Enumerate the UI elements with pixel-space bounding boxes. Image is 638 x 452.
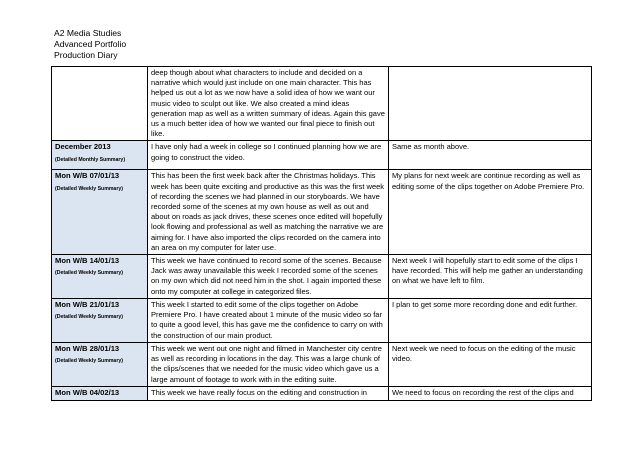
plans-text: My plans for next week are continue recording as well as editing some of the clips together on Adobe Premiere Pro. bbox=[392, 171, 585, 191]
plans-cell bbox=[389, 299, 592, 343]
table-row bbox=[52, 343, 592, 387]
plans-text: I plan to get some more recording done and edit further. bbox=[392, 300, 578, 310]
plans-text: Same as month above. bbox=[392, 142, 470, 152]
date-label: Mon W/B 14/01/13 bbox=[55, 256, 120, 266]
table-row bbox=[52, 67, 592, 141]
period-label: (Detailed Weekly Summary) bbox=[55, 314, 123, 321]
plans-text: Next week we need to focus on the editing of the music video. bbox=[392, 344, 576, 364]
plans-cell bbox=[389, 387, 592, 401]
date-cell bbox=[52, 141, 148, 170]
entry-cell bbox=[148, 255, 389, 299]
table-row bbox=[52, 141, 592, 170]
date-label: Mon W/B 28/01/13 bbox=[55, 344, 120, 354]
table-row bbox=[52, 299, 592, 343]
plans-cell bbox=[389, 343, 592, 387]
period-label: (Detailed Weekly Summary) bbox=[55, 270, 123, 277]
plans-text: We need to focus on recording the rest of the clips and bbox=[392, 388, 574, 398]
entry-cell bbox=[148, 141, 389, 170]
date-cell bbox=[52, 387, 148, 401]
entry-text: This week we have really focus on the editing and construction in bbox=[151, 388, 367, 398]
date-cell bbox=[52, 67, 148, 141]
period-label: (Detailed Weekly Summary) bbox=[55, 185, 123, 192]
entry-text: This week I started to edit some of the clips together on Adobe Premiere Pro. I have created about 1 minute of the music video so far to quite a good level, this has gave me the confidence to carry on with the construction of our main product. bbox=[151, 300, 383, 340]
plans-cell bbox=[389, 67, 592, 141]
date-cell bbox=[52, 299, 148, 343]
entry-text: I have only had a week in college so I continued planning how we are going to construct the video. bbox=[151, 142, 382, 162]
plans-cell bbox=[389, 255, 592, 299]
entry-text: This week we went out one night and filmed in Manchester city centre as well as recording in locations in the day. This was a large chunk of the clips/scenes that we needed for the music video which gave us a large amount of footage to work with in the editing suite. bbox=[151, 344, 382, 384]
date-label: December 2013 bbox=[55, 142, 111, 152]
date-label: Mon W/B 07/01/13 bbox=[55, 171, 120, 181]
date-label: Mon W/B 04/02/13 bbox=[55, 388, 120, 398]
entry-text: This week we have continued to record some of the scenes. Because Jack was away unavailable this week I recorded some of the scenes on my own which did not need him in the shot. I again imported these onto my computer at college in categorized files. bbox=[151, 256, 382, 296]
date-cell bbox=[52, 255, 148, 299]
table-row bbox=[52, 387, 592, 401]
plans-text: Next week I will hopefully start to edit some of the clips I have recorded. This will help me gather an understanding on what we have left to film. bbox=[392, 256, 583, 286]
plans-cell bbox=[389, 141, 592, 170]
period-label: (Detailed Monthly Summary) bbox=[55, 156, 126, 163]
table-row bbox=[52, 170, 592, 255]
entry-cell bbox=[148, 299, 389, 343]
diary-title: Production Diary bbox=[54, 50, 118, 60]
entry-cell bbox=[148, 343, 389, 387]
document-header bbox=[54, 28, 126, 61]
entry-cell bbox=[148, 67, 389, 141]
plans-cell bbox=[389, 170, 592, 255]
table-row bbox=[52, 255, 592, 299]
portfolio-title: Advanced Portfolio bbox=[54, 39, 127, 49]
entry-cell bbox=[148, 170, 389, 255]
entry-cell bbox=[148, 387, 389, 401]
entry-text: This has been the first week back after the Christmas holidays. This week has been quite exciting and productive as this was the first week of recording the scenes we had planned in our storyboards. We have recorded some of the scenes at my own house as well as out and about on roads as jack drives, these scenes once edited will hopefully look flowing and professional as well as matching the narrative we are aiming for. I have also imported the clips recorded on the camera into an area on my computer for later use. bbox=[151, 171, 385, 252]
entry-text: deep though about what characters to include and decided on a narrative which would just include on one main character. This has helped us out a lot as we now have a solid idea of how we want our music video to sculpt out like. We also created a mind ideas generation map as well as a written summary of ideas. Again this gave us a much better idea of how we wanted our final piece to finish out like. bbox=[151, 68, 385, 139]
period-label: (Detailed Weekly Summary) bbox=[55, 358, 123, 365]
date-cell bbox=[52, 343, 148, 387]
production-diary-table bbox=[51, 66, 592, 401]
course-title: A2 Media Studies bbox=[54, 28, 122, 38]
date-cell bbox=[52, 170, 148, 255]
date-label: Mon W/B 21/01/13 bbox=[55, 300, 120, 310]
